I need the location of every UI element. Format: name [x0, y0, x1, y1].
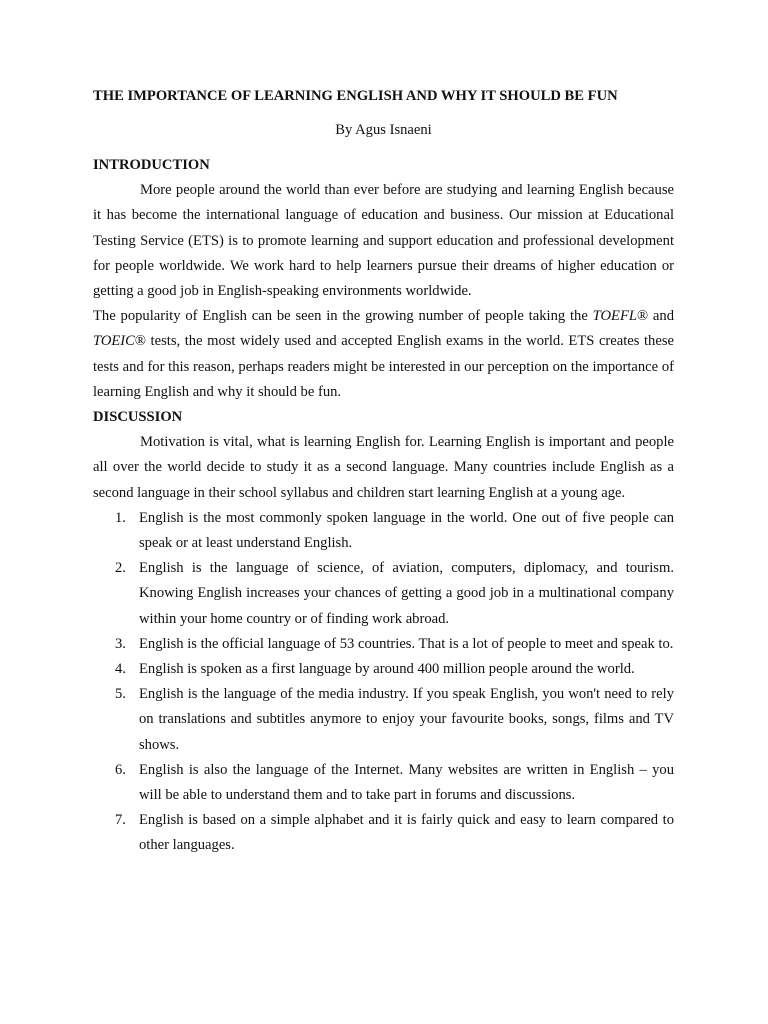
- list-item: [93, 682, 674, 758]
- list-item-number: 5.: [115, 686, 126, 703]
- introduction-paragraph-2-text-a: The popularity of English can be seen in the growing number of people taking the: [93, 308, 593, 325]
- introduction-paragraph-1: More people around the world than ever before are studying and learning English because it has become the international language of education and business. Our mission at Educational Testing Service (ETS) is to promote learning and support education and professional development for people worldwide. We work hard to help learners pursue their dreams of higher education or getting a good job in English-speaking environments worldwide.: [93, 182, 674, 300]
- list-item-number: 7.: [115, 812, 126, 829]
- list-item-text: English is the official language of 53 countries. That is a lot of people to meet and speak to.: [139, 635, 674, 652]
- list-item-text: English is the most commonly spoken language in the world. One out of five people can speak or at least understand English.: [139, 509, 674, 552]
- toeic-term: TOEIC: [93, 333, 135, 350]
- discussion-paragraph-1: Motivation is vital, what is learning English for. Learning English is important and people all over the world decide to study it as a second language. Many countries include English as a second language in their school syllabus and children start learning English at a young age.: [93, 434, 674, 501]
- list-item: [93, 632, 674, 657]
- document-body: [93, 153, 674, 859]
- introduction-heading: INTRODUCTION: [93, 157, 210, 173]
- list-item-number: 1.: [115, 509, 126, 526]
- introduction-paragraph-2: [93, 304, 674, 405]
- list-item-text: English is the language of science, of aviation, computers, diplomacy, and tourism. Knowing English increases your chances of getting a good job in a multinational company within your home country or of finding work abroad.: [139, 560, 674, 627]
- introduction-paragraph-2-text-c: ® tests, the most widely used and accepted English exams in the world. ETS creates these tests and for this reason, perhaps readers might be interested in our perception on the importance of learning English and why it should be fun.: [93, 333, 674, 400]
- toefl-term: TOEFL: [592, 308, 637, 325]
- list-item-text: English is spoken as a first language by around 400 million people around the world.: [139, 661, 635, 678]
- author-line: By Agus Isnaeni: [335, 122, 432, 138]
- list-item: [93, 808, 674, 858]
- list-item: [93, 657, 674, 682]
- list-item-number: 6.: [115, 761, 126, 778]
- list-item-number: 2.: [115, 560, 126, 577]
- list-item-number: 3.: [115, 635, 126, 652]
- discussion-heading: DISCUSSION: [93, 409, 183, 426]
- introduction-paragraph-2-text-b: ® and: [637, 308, 674, 325]
- list-item-text: English is also the language of the Internet. Many websites are written in English – you will be able to understand them and to take part in forums and discussions.: [139, 761, 674, 804]
- list-item: [93, 556, 674, 632]
- list-item: [93, 506, 674, 556]
- list-item-text: English is the language of the media industry. If you speak English, you won't need to rely on translations and subtitles anymore to enjoy your favourite books, songs, films and TV shows.: [139, 686, 674, 753]
- list-item-text: English is based on a simple alphabet and it is fairly quick and easy to learn compared to other languages.: [139, 812, 674, 854]
- document-title: THE IMPORTANCE OF LEARNING ENGLISH AND WHY IT SHOULD BE FUN: [93, 88, 618, 104]
- list-item-number: 4.: [115, 661, 126, 678]
- reasons-list: [93, 506, 674, 859]
- list-item: [93, 758, 674, 808]
